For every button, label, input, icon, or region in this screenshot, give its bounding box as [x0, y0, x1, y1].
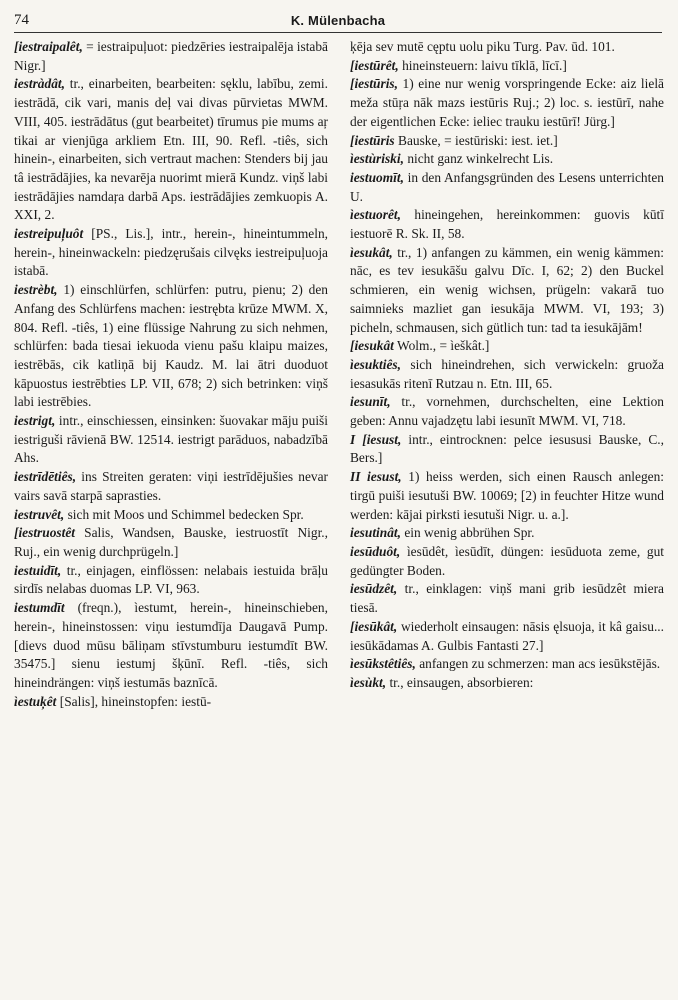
entry-headword: iesutinât,: [350, 525, 401, 541]
entry-definition: hineinsteuern: laivu tīklā, līcī.]: [402, 57, 567, 73]
dictionary-entry: [14, 281, 328, 412]
dictionary-entry: [350, 132, 664, 151]
dictionary-entry: [350, 393, 664, 430]
entry-headword: iestruvêt,: [14, 506, 65, 522]
entry-headword: ìestùriski,: [350, 151, 404, 167]
entry-definition: 1) heiss werden, sich einen Rausch anlegen: tirgū puiši iesutuši BW. 10069; [2) in feuchter Hitze wund werden: kājai pirksti iesutuši Nigr. u. a.].: [350, 469, 664, 522]
dictionary-entry: [350, 75, 664, 131]
entry-definition: [Salis], hineinstopfen: iestū-: [59, 693, 212, 709]
entry-definition: ein wenig abbrühen Spr.: [404, 525, 535, 541]
entry-headword: iesūduôt,: [350, 543, 401, 559]
left-column: [14, 38, 328, 711]
entry-definition: intr., eintrocknen: pelce iesususi Bauske, C., Bers.]: [350, 431, 665, 466]
dictionary-entry: [350, 206, 664, 243]
entry-definition: sich mit Moos und Schimmel bedecken Spr.: [67, 506, 304, 522]
entry-definition: tr., vornehmen, durchschelten, eine Lektion geben: Annu vajadzętu labi iesunīt MWM. VI, 718.: [350, 394, 664, 429]
entry-headword: I [iesust,: [350, 431, 402, 447]
entry-headword: iestreipuļuôt: [14, 226, 84, 242]
dictionary-entry: [350, 337, 664, 356]
dictionary-entry: [350, 431, 664, 468]
entry-headword: [iestūris,: [350, 76, 398, 92]
entry-definition: intr., einschiessen, einsinken: šuovakar māju puiši iestriguši rāvienā BW. 12514. iestrigt parāduos, nabadzībā Ahs.: [14, 413, 328, 466]
dictionary-entry: [350, 543, 664, 580]
entry-definition: nicht ganz winkelrecht Lis.: [407, 151, 554, 167]
entry-definition: = iestraipuļuot: piedzēries iestraipalēja istabā Nigr.]: [14, 39, 328, 73]
entry-definition: anfangen zu schmerzen: man acs iesūkstējās.: [419, 656, 661, 672]
dictionary-entry: [350, 618, 664, 655]
entry-definition: [PS., Lis.], intr., herein-, hineintummeln, herein-, hineinwackeln: piedzęrušais cilvęks iestreipuļuoja istabā.: [14, 226, 328, 279]
entry-definition: hineingehen, hereinkommen: guovis kūtī iestuorē R. Sk. II, 58.: [350, 207, 664, 242]
entry-headword: iestràdât,: [14, 76, 65, 92]
entry-headword: iestrigt,: [14, 413, 56, 429]
entry-headword: [iesūkât,: [350, 618, 398, 634]
entry-headword: [iesukât: [350, 338, 394, 354]
dictionary-entry: [350, 655, 664, 674]
dictionary-entry: [350, 468, 664, 524]
entry-definition: Wolm., = ìeškât.]: [397, 338, 490, 354]
entry-headword: iesūdzêt,: [350, 581, 398, 597]
dictionary-entry: [350, 674, 664, 693]
right-column: [350, 38, 664, 693]
dictionary-entry: [350, 356, 664, 393]
entry-headword: ìesūkstêtiês,: [350, 656, 416, 672]
entry-headword: [iestruostêt: [14, 525, 76, 541]
dictionary-entry: [14, 524, 328, 561]
entry-headword: ìesuktiês,: [350, 356, 401, 372]
dictionary-entry: [14, 599, 328, 693]
dictionary-entry: [350, 524, 664, 543]
entry-definition: ins Streiten geraten: viņi iestrīdējušies nevar vairs savā starpā saprasties.: [14, 469, 328, 503]
entry-headword: iesunīt,: [350, 394, 391, 410]
entry-headword: iestrèbt,: [14, 282, 58, 298]
entry-definition: Bauske, = iestūriski: iest. iet.]: [398, 132, 558, 148]
entry-headword: ìestuķêt: [14, 693, 57, 709]
entry-definition: ìesūdêt, ìesūdīt, düngen: iesūduota zeme, gut gedüngter Boden.: [350, 543, 664, 578]
entry-headword: iestuomīt,: [350, 169, 404, 185]
dictionary-entry: [14, 38, 328, 75]
dictionary-entry: [14, 506, 328, 525]
dictionary-entry: [350, 38, 664, 57]
entry-definition: wiederholt einsaugen: nāsis ęlsuoja, it kâ gaisu... iesūkādamas A. Gulbis Fantasti 27.]: [350, 618, 664, 653]
entry-definition: 1) eine nur wenig vorspringende Ecke: aiz lielā meža stūŗa nāk mazs iestūris Ruj.; 2) loc. s. iestūrī, nahe der eigentlichen Ecke: ieliec trauku iestūrī! Jürg.]: [350, 76, 664, 129]
entry-headword: II iesust,: [350, 469, 402, 485]
dictionary-entry: [14, 562, 328, 599]
page-header: [14, 10, 662, 33]
dictionary-entry: [350, 150, 664, 169]
running-head: K. Mülenbacha: [290, 13, 386, 28]
entry-headword: iestrīdētiês,: [14, 469, 77, 485]
entry-headword: iestumdīt: [14, 600, 65, 616]
entry-definition: (freqn.), ìestumt, herein-, hineinschieben, herein-, hineinstossen: viņu iestumdīja Daugavā Pump. [dievs duod mūsu bāliņam stīvstumburu iestumdīt BW. 35475.] sienu iestumj šķūnī. Refl. -tiês, sich hineindrängen: viņš iestumās baznīcā.: [14, 600, 328, 690]
page-number: 74: [14, 12, 29, 28]
dictionary-entry: [350, 169, 664, 206]
dictionary-entry: [14, 75, 328, 225]
dictionary-entry: [14, 468, 328, 505]
entry-definition: tr., einjagen, einflössen: nelabais iestuida brāļu sirdīs nelabas duomas LP. VI, 963.: [14, 562, 328, 597]
dictionary-entry: [14, 693, 328, 712]
entry-headword: iestuidīt,: [14, 562, 62, 578]
entry-definition: ķēja sev mutē cęptu uolu piku Turg. Pav. ūd. 101.: [350, 39, 615, 54]
entry-headword: [iestūrêt,: [350, 57, 399, 73]
dictionary-entry: [350, 57, 664, 76]
dictionary-entry: [14, 412, 328, 468]
dictionary-entry: [350, 244, 664, 338]
entry-headword: ìesùkt,: [350, 674, 387, 690]
entry-definition: in den Anfangsgründen des Lesens unterrichten U.: [350, 169, 664, 204]
entry-definition: tr., einklagen: viņš mani grib iesūdzêt miera tiesā.: [350, 581, 664, 616]
entry-definition: sich hineindrehen, sich verwickeln: gruoža iesasukās ritenī Rutzau n. Etn. III, 65.: [350, 356, 664, 391]
dictionary-entry: [350, 580, 664, 617]
entry-headword: ìestuorêt,: [350, 207, 401, 223]
entry-definition: tr., einsaugen, absorbieren:: [389, 674, 534, 690]
entry-definition: 1) einschlürfen, schlürfen: putru, pienu; 2) den Anfang des Schlürfens machen: iestrębta krūze MWM. X, 804. Refl. -tiês, 1) eine flüssige Nahrung zu sich nehmen, schlürfen: bada tiesai iekuoda vienu pašu klaipu maizes, iestrēbās, cik katliņā bij Kaudz. M. lai ātri duoduot kāpuostus iestrēbties LP. VII, 678; 2) sich betrinken: viņš labi iestrēbies.: [14, 282, 328, 410]
dictionary-entry: [14, 225, 328, 281]
entry-headword: [iestūris: [350, 132, 395, 148]
entry-headword: ìesukât,: [350, 244, 393, 260]
entry-definition: tr., einarbeiten, bearbeiten: sęklu, labību, zemi. iestrādā, cik vari, manis deļ vai divas pūrvietas MWM. VIII, 405. iestrādātus (gut bearbeitet) tīrumus pie mums aŗ tikai ar vienjūga arkliem Etn. III, 90. Refl. -tiês, sich hinein-, einarbeiten, sich vertraut machen: Stenders bij jau tâ iestrādājies, ka nevarēja nuorimt mierā Kundz. viņš labi iestrādājies namdaŗa darbā Aps. iestrādājies zemkuopis A. XXI, 2.: [14, 76, 328, 223]
entry-definition: Salis, Wandsen, Bauske, iestruostīt Nigr., Ruj., ein wenig durchprügeln.]: [14, 525, 328, 559]
entry-definition: tr., 1) anfangen zu kämmen, ein wenig kämmen: nāc, es tev iesukāšu galvu Dīc. I, 62; 2) den Buckel schmieren, ein wenig wichsen, prügeln: vakarā tuo saimnieks mazliet gan iesukāja MWM. VI, 193; 3) picheln, schmausen, sich gütlich tun: tad ta iesukājām!: [350, 244, 664, 335]
entry-headword: [iestraipalêt,: [14, 39, 83, 54]
